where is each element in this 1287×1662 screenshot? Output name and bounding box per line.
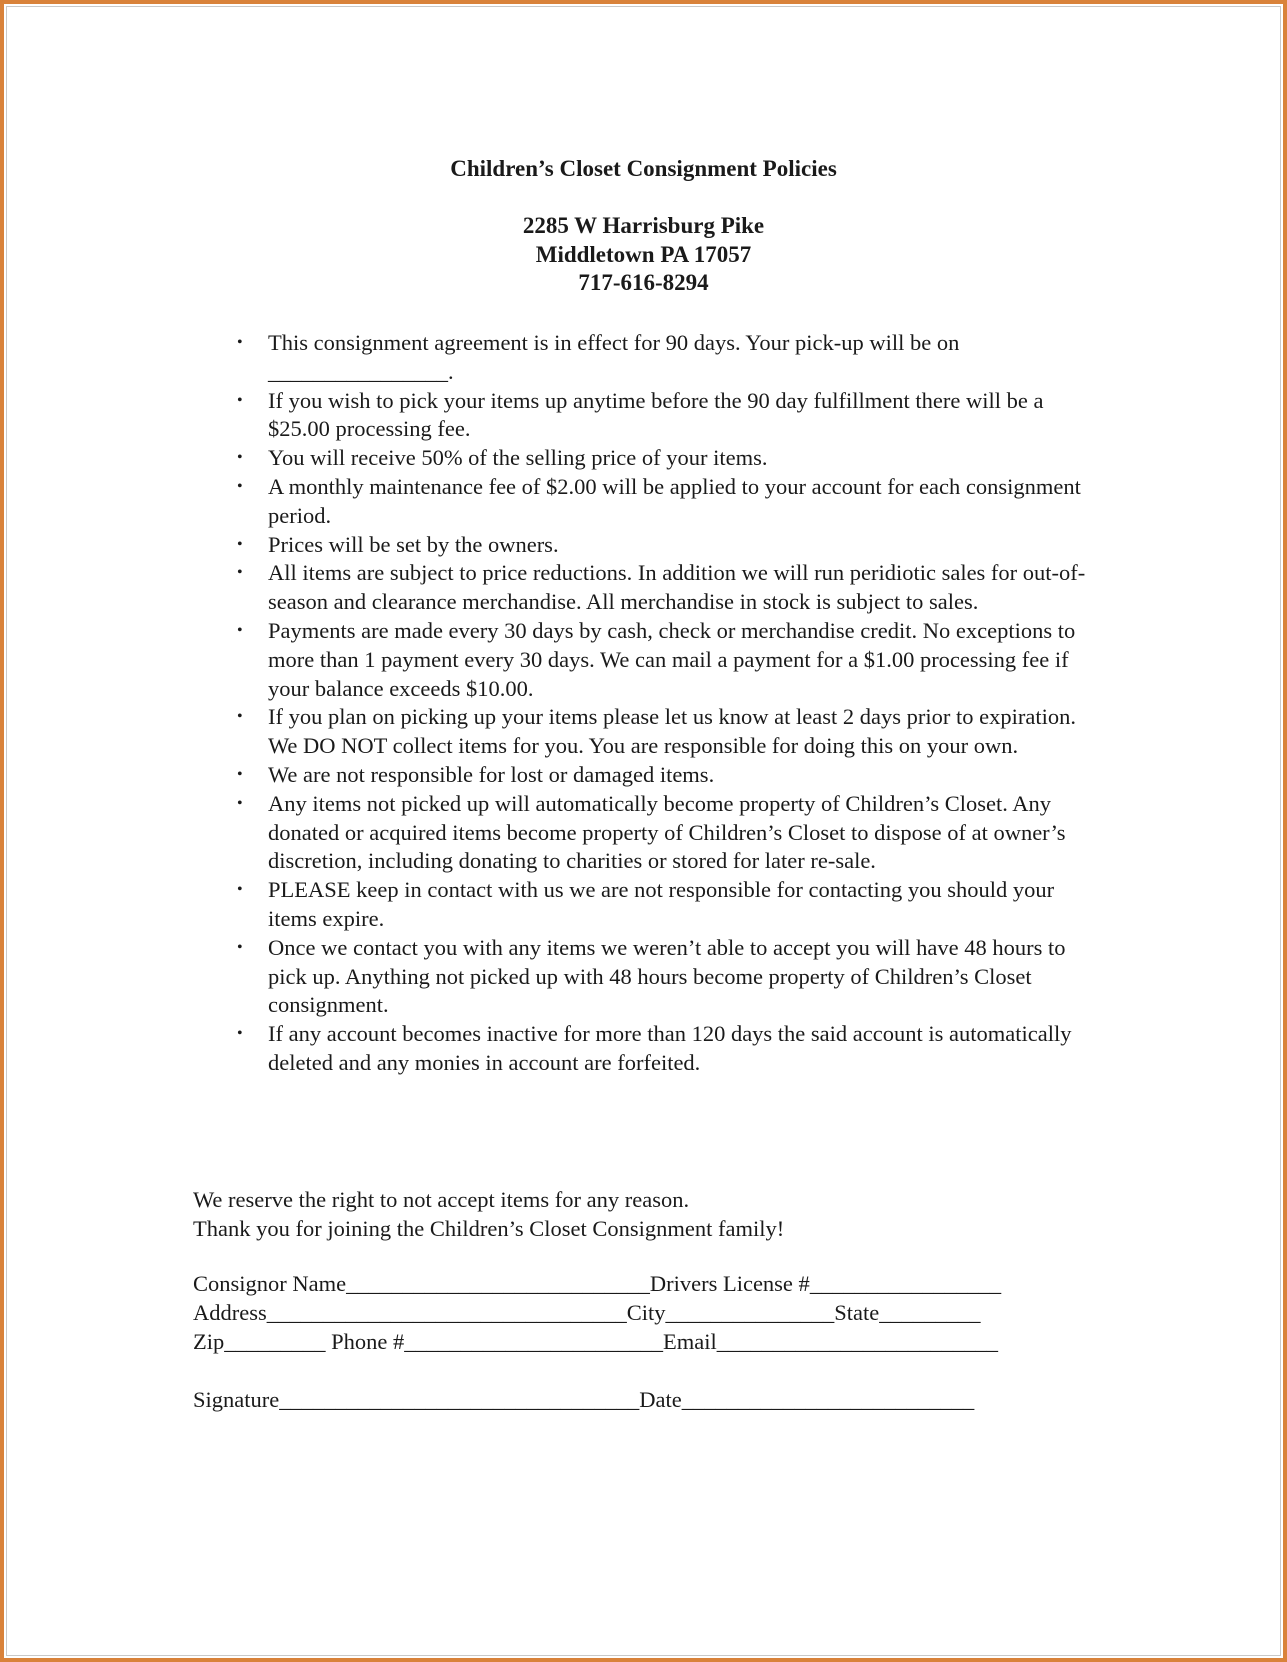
policy-item xyxy=(237,761,1108,790)
document-title: Children’s Closet Consignment Policies xyxy=(450,156,837,181)
city-field[interactable]: _______________ xyxy=(665,1299,835,1325)
zip-label: Zip xyxy=(193,1328,225,1354)
policy-item xyxy=(237,444,1108,473)
phone-field[interactable]: _______________________ xyxy=(404,1328,663,1354)
policy-item xyxy=(237,473,1108,531)
date-label: Date xyxy=(639,1387,682,1412)
bullet-icon: • xyxy=(237,794,243,812)
closing-text xyxy=(193,1186,1143,1244)
date-field[interactable]: __________________________ xyxy=(681,1387,975,1412)
phone-label: Phone # xyxy=(325,1328,405,1354)
bullet-icon: • xyxy=(237,881,243,899)
policy-text: You will receive 50% of the selling price of your items. xyxy=(268,445,768,471)
bullet-icon: • xyxy=(237,477,243,495)
bullet-icon: • xyxy=(237,938,243,956)
policy-text: If any account becomes inactive for more than 120 days the said account is automatically deleted and any monies in account are forfeited. xyxy=(268,1021,1072,1075)
address-label: Address xyxy=(193,1299,267,1325)
form-row-address xyxy=(193,1299,1143,1328)
state-label: State xyxy=(834,1299,880,1325)
bullet-icon: • xyxy=(237,708,243,726)
bullet-icon: • xyxy=(237,391,243,409)
policy-text: PLEASE keep in contact with us we are not responsible for contacting you should your items expire. xyxy=(268,877,1055,931)
bullet-icon: • xyxy=(237,449,243,467)
address-city-line: Middletown PA 17057 xyxy=(535,241,752,267)
zip-field[interactable]: _________ xyxy=(224,1328,326,1354)
address-street: 2285 W Harrisburg Pike xyxy=(522,213,765,238)
signature-field[interactable]: ________________________________ xyxy=(279,1387,640,1412)
form-row-contact xyxy=(193,1328,1143,1357)
bullet-icon: • xyxy=(237,535,243,553)
signature-label: Signature xyxy=(193,1387,280,1412)
policy-item xyxy=(237,531,1108,560)
policy-text: This consignment agreement is in effect for 90 days. Your pick-up will be on ________________. xyxy=(268,330,960,384)
policy-item xyxy=(237,703,1108,761)
bullet-icon: • xyxy=(237,765,243,783)
policy-item xyxy=(237,559,1108,617)
closing-line-reserve: We reserve the right to not accept items for any reason. xyxy=(193,1187,690,1212)
email-field[interactable]: _________________________ xyxy=(716,1328,998,1354)
consignor-name-field[interactable]: ___________________________ xyxy=(346,1271,650,1296)
city-label: City xyxy=(626,1299,666,1325)
policy-item xyxy=(237,934,1108,1020)
email-label: Email xyxy=(663,1328,717,1354)
policy-item xyxy=(237,876,1108,934)
address-phone: 717-616-8294 xyxy=(578,270,709,295)
policy-list xyxy=(237,329,1108,1078)
closing-line-thanks: Thank you for joining the Children’s Closet Consignment family! xyxy=(193,1215,785,1241)
consignor-name-label: Consignor Name xyxy=(193,1271,347,1296)
policy-text: Payments are made every 30 days by cash, check or merchandise credit. No exceptions to more than 1 payment every 30 days. We can mail a payment for a $1.00 processing fee if your balance exceeds $10.00. xyxy=(268,617,1076,701)
policy-text: A monthly maintenance fee of $2.00 will be applied to your account for each consignment period. xyxy=(268,473,1081,528)
policy-text: If you plan on picking up your items please let us know at least 2 days prior to expiration. We DO NOT collect items for you. You are responsible for doing this on your own. xyxy=(268,704,1076,759)
address-field[interactable]: ________________________________ xyxy=(266,1299,627,1325)
policy-item xyxy=(237,329,1108,387)
form-row-name xyxy=(193,1270,1143,1299)
policy-text: Prices will be set by the owners. xyxy=(268,531,559,557)
signature-row xyxy=(193,1386,1143,1415)
state-field[interactable]: _________ xyxy=(879,1299,981,1325)
consignor-form xyxy=(193,1270,1143,1356)
bullet-icon: • xyxy=(237,334,243,351)
policy-item xyxy=(237,387,1108,445)
bullet-icon: • xyxy=(237,1025,243,1043)
drivers-license-label: Drivers License # xyxy=(649,1271,810,1296)
bullet-icon: • xyxy=(237,564,243,582)
policy-text: We are not responsible for lost or damaged items. xyxy=(268,761,715,787)
policy-item xyxy=(237,790,1108,876)
policy-text: If you wish to pick your items up anytime before the 90 day fulfillment there will be a $25.00 processing fee. xyxy=(268,387,1044,442)
policy-item xyxy=(237,617,1108,703)
bullet-icon: • xyxy=(237,621,243,639)
policy-item xyxy=(237,1020,1108,1078)
policy-text: Any items not picked up will automatically become property of Children’s Closet. Any donated or acquired items become property of Children’s Closet to dispose of at owner’s discretion, including donating to charities or stored for later re-sale. xyxy=(268,790,1066,874)
policy-text: All items are subject to price reductions. In addition we will run peridiotic sales for out-of-season and clearance merchandise. All merchandise in stock is subject to sales. xyxy=(268,560,1086,615)
address-block xyxy=(0,212,1287,298)
drivers-license-field[interactable]: _________________ xyxy=(809,1271,1002,1296)
policy-text: Once we contact you with any items we weren’t able to accept you will have 48 hours to pick up. Anything not picked up with 48 hours become property of Children’s Closet consignment. xyxy=(268,934,1066,1018)
